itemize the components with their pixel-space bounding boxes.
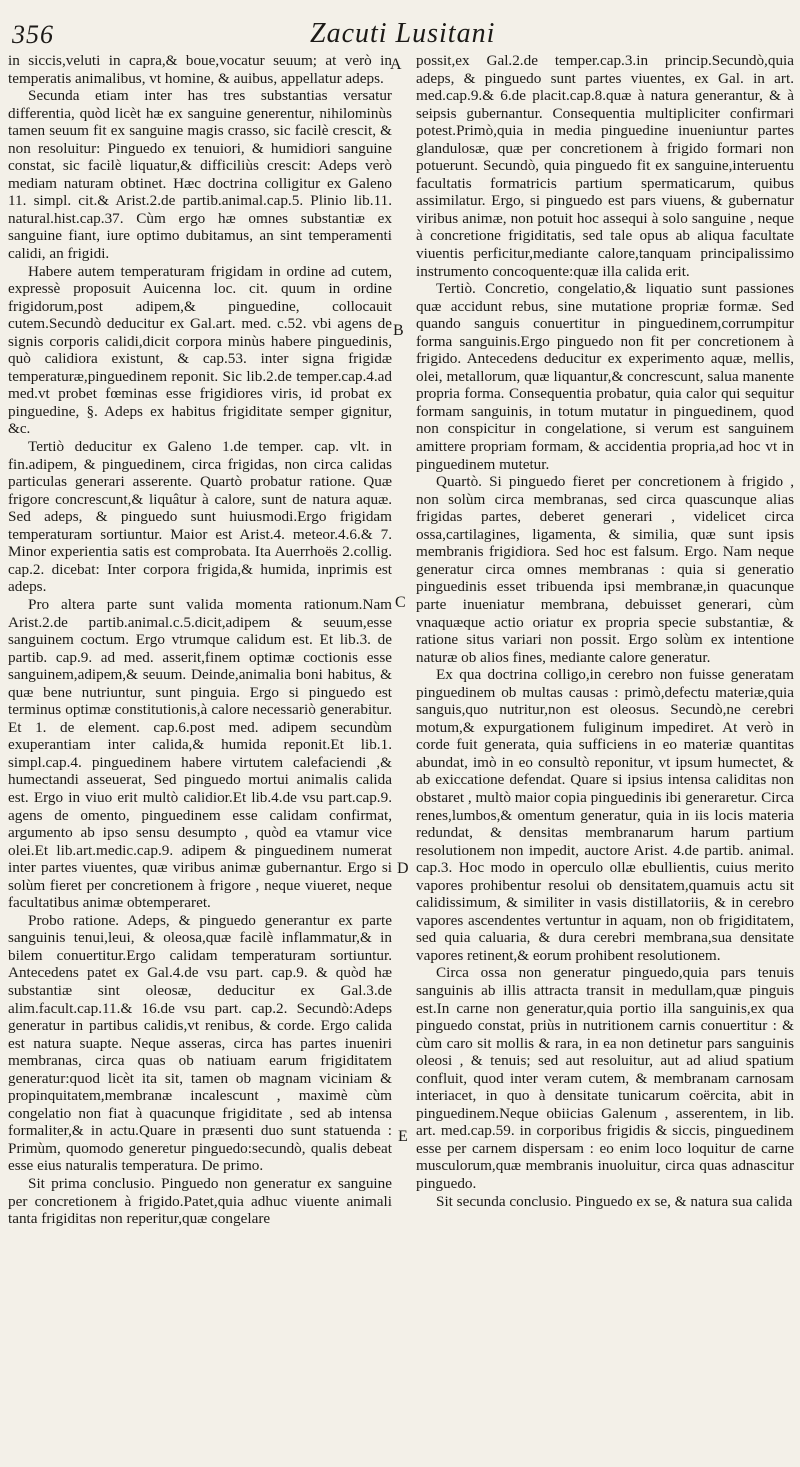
page-number: 356 (12, 20, 54, 49)
running-title: Zacuti Lusitani (310, 18, 496, 49)
paragraph: Tertiò. Concretio, congelatio,& liquatio sunt passiones quæ accidunt rebus, sine mutatione propriæ formæ. Sed quando sanguis conuertitur in pinguedinem,corrumpitur forma sanguinis.Ergo pinguedo non fit per concretionem à frigido. Antecedens deducitur ex experimento aquæ, mellis, olei, metallorum, quæ liquantur,& concrescunt, salua manente propria forma. Consequentia probatur, quia calor qui sequitur formam sanguinis, in totum mutatur in pinguedinem, quod non conspicitur in congelatione, si verum est sanguinem amittere propriam formam, & accidentia propria,ad hoc vt in pinguedinem mutetur. (416, 280, 794, 473)
paragraph: Sit prima conclusio. Pinguedo non generatur ex sanguine per concretionem à frigido.Patet,quia adhuc viuente animali tanta frigiditas non reperitur,quæ congelare (8, 1175, 392, 1228)
paragraph: Circa ossa non generatur pinguedo,quia pars tenuis sanguinis ab illis attracta transit in medullam,quæ pinguis est.In carne non generatur,quia portio illa sanguinis,ex qua pinguedo constat, priùs in nutritionem carnis conuertitur : & cùm caro sit mollis & rara, in ea non detinetur pars sanguinis oleosi , & tenuis; sed aut resoluitur, aut ad aliud spatium confluit, quod inter veram cutem, & membranam carnosam interiacet, in quo à densitate tunicarum coërcita, abit in pinguedinem.Neque obiicias Galenum , asserentem, in lib. art. med.cap.59. in corporibus frigidis & siccis, pinguedinem esse per carnem dispersam : eo enim loco loquitur de carne musculorum,quæ membranis inuoluitur, circa quas adnascitur pinguedo. (416, 964, 794, 1192)
left-column (8, 52, 392, 1462)
right-column (416, 52, 794, 1462)
margin-letter-a: A (390, 56, 402, 73)
paragraph: Quartò. Si pinguedo fieret per concretionem à frigido , non solùm circa membranas, sed circa quascunque alias frigidas partes, deberet generari , videlicet circa ossa,cartilagines, ligamenta, & similia, quæ sunt ipsis membranis frigidiora. Sed hoc est falsum. Ergo. Nam neque generatur circa omnes membranas : quia si generatio pinguedinis esset tribuenda ipsi membranæ,in quacunque parte inueniatur membrana, debuisset generari, cùm vnaquæque actio oriatur ex propria specie substantiæ, & ratione situs variari non possit. Ergo solùm ex intentione naturæ ob alios fines, mediante calore generatur. (416, 473, 794, 666)
paragraph: Sit secunda conclusio. Pinguedo ex se, & natura sua calida (436, 1192, 793, 1210)
paragraph: Habere autem temperaturam frigidam in ordine ad cutem, expressè proposuit Auicenna loc. cit. quum in ordine frigidorum,post adipem,& pinguedine, collocauit cutem.Secundò deducitur ex Gal.art. med. c.52. vbi agens de signis corporis calidi,dicit corpora minùs habere pinguedinis, quò calidiora existunt, & cap.53. inter signa frigidæ temperaturæ,pinguedinem reponit. Sic lib.2.de temper.cap.4.ad med.vt probet fœminas esse frigidiores viris, id probat ex pinguedine, §. Adeps ex habitus frigiditate semper gignitur, &c. (8, 262, 392, 438)
margin-letter-e: E (398, 1128, 408, 1145)
paragraph: Tertiò deducitur ex Galeno 1.de temper. cap. vlt. in fin.adipem, & pinguedinem, circa frigidas, non circa calidas particulas generari asserente. Quartò probatur ratione. Quæ frigore concrescunt,& liquâtur à calore, sunt de natura aquæ. Sed adeps, & pinguedo sunt huiusmodi.Ergo frigidam temperaturam sortiuntur. Maior est Arist.4. meteor.4.6.& 7. Minor experientia satis est comprobata. Ita Auerrhoës 2.collig. cap.2. dicebat: Inter corpora frigida,& humida, inprimis est adeps. (8, 438, 392, 596)
margin-letter-d: D (397, 860, 409, 877)
paragraph: Ex qua doctrina colligo,in cerebro non fuisse generatam pinguedinem ob multas causas : primò,defectu materiæ,quia sanguis,quo nutritur,non est oleosus. Secundò,ne cerebri motum,& expurgationem fuliginum impediret. At verò in corde fuit generata, quia sufficiens in eo materiæ quantitas abundat, imò in eo consultò reponitur, vt ipsum humectet, & ab exiccatione defendat. Quare si ipsius intensa caliditas non obstaret , multò maior copia pinguedinis ibi generaretur. Circa renes,lumbos,& omentum generatur, quia in iis locis materia redundat, & densitas membranarum harum partium resolutionem non impedit, auctore Arist. 4.de partib. animal. cap.3. Hoc modo in operculo ollæ ebullientis, cuius merito vapores prohibentur resolui ob densitatem,quamuis actu sit calidissimum, & similiter in vasis distillatoriis, & in cerebro vapores ascendentes vertuntur in aquam, non ob frigiditatem, sed quia caluaria, & dura cerebri membrana,sua densitate vapores retinent,& eorum prohibent resolutionem. (416, 666, 794, 964)
paragraph: Secunda etiam inter has tres substantias versatur differentia, quòd licèt hæ ex sanguine generentur, nihilominùs tamen seuum fit ex sanguine magis crasso, sic facilè crescit, & non resoluitur: Pinguedo ex tenuiori, & humidiori sanguine constat, sic facilè liquatur,& difficiliùs crescit: Adeps verò mediam naturam obtinet. Hæc doctrina colligitur ex Galeno 11. simpl. cit.& Arist.2.de partib.animal.cap.5. Plinio lib.11. natural.hist.cap.37. Cùm ergo hæ omnes substantiæ ex sanguine fiant, iure optimo dubitamus, an sint temperamenti calidi, an frigidi. (8, 87, 392, 263)
paragraph: Pro altera parte sunt valida momenta rationum.Nam Arist.2.de partib.animal.c.5.dicit,adipem & seuum,esse sanguinem coctum. Ergo vtrumque calidum est. Et lib.3. de partib. cap.9. ad med. asserit,finem optimæ coctionis esse sanguinem,adipem,& seuum. Deinde,animalia boni habitus, & quæ bene nutriuntur, sunt pinguia. Ergo si pinguedo est terminus optimæ constitutionis,à calore necessariò generabitur. Et 1. de element. cap.6.post med. adipem secundùm exuperantiam inter calida,& humida reponit.Et lib.1. simpl.cap.4. pinguedinem habere virtutem calefaciendi ,& humectandi asseuerat, Sed pinguedo mortui animalis calida est. Ergo in viuo erit multò calidior.Et lib.4.de vsu part.cap.9. agens de omento, pinguedinem esse calidam confirmat, argumento ab ipso sensu desumpto , quòd ea vtamur vice olei.Et lib.art.medic.cap.9. adipem & pinguedinem numerat inter partes viuentes, quæ viribus animæ gubernantur. Ergo si solùm fieret per concretionem à frigore , neque viueret, neque facultatibus animæ obtemperaret. (8, 595, 392, 912)
paragraph: in siccis,veluti in capra,& boue,vocatur seuum; at verò in temperatis animalibus, vt homine, & auibus, appellatur adeps. (8, 52, 392, 87)
margin-letter-c: C (395, 594, 406, 611)
page-header (0, 14, 800, 54)
paragraph: possit,ex Gal.2.de temper.cap.3.in princip.Secundò,quia adeps, & pinguedo sunt partes viuentes, ex Gal. in art. med.cap.9.& 6.de placit.cap.8.quæ à natura generantur, & à seipsis gubernantur. Consequentia multipliciter confirmari potest.Primò,quia in media pinguedine inueniuntur partes glandulosæ, quæ per concretionem à frigido formari non potuerunt. Secundò, quia pinguedo fit ex sanguine,interuentu facultatis formatricis partium spermaticarum, quibus assimilatur. Ergo, si pinguedo est pars viuens, & gubernatur viribus animæ, non potuit hoc assequi à solo sanguine , neque à concretione frigiditatis, sed tale opus ab aliqua facultate viuentis perficitur,mediante calore,tanquam principalissimo instrumento concoquente:quæ illa calida erit. (416, 52, 794, 280)
paragraph: Probo ratione. Adeps, & pinguedo generantur ex parte sanguinis tenui,leui, & oleosa,quæ facilè inflammatur,& in bilem conuertitur.Ergo calidam temperaturam sortiuntur. Antecedens patet ex Gal.4.de vsu part. cap.9. & quòd hæ substantiæ sint oleosæ, deducitur ex Gal.3.de alim.facult.cap.11.& 16.de vsu part. cap.2. Secundò:Adeps generatur in partibus calidis,vt renibus, & corde. Ergo calida est natura suapte. Neque asseras, circa has partes inueniri membranas, circa quas ob natiuam earum frigiditatem generatur:quod licèt ita sit, tamen ob magnam viciniam & propinquitatem,membranæ incalescunt , maximè cùm congelatio non fiat à quacunque frigiditate , sed ab intensa formaliter,& in actu.Quare in præsenti duo sunt statuenda : Primùm, quomodo generetur pinguedo:secundò, qualis debeat esse eius naturalis temperatura. De primo. (8, 911, 392, 1175)
margin-letter-b: B (393, 322, 404, 339)
